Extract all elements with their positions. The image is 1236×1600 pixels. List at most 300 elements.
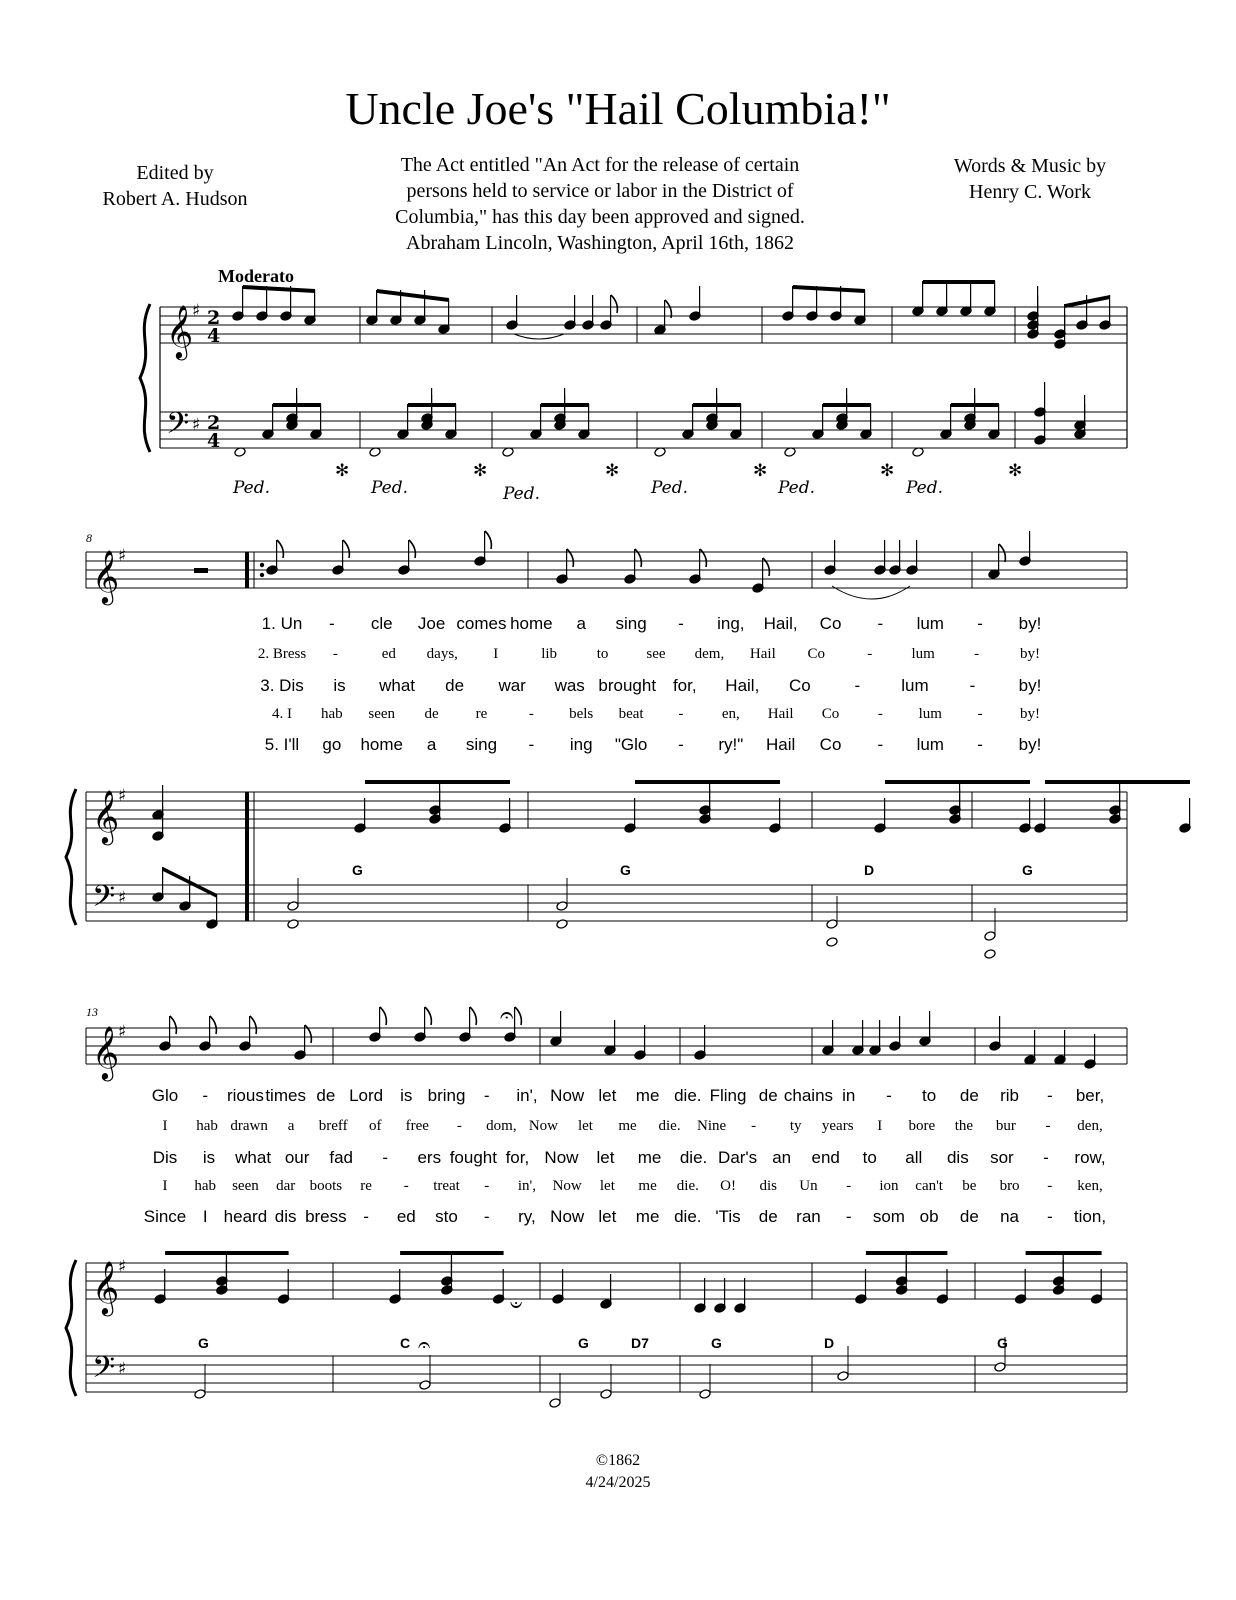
lyric-syllable: for,	[672, 676, 697, 695]
lyric-syllable: in',	[517, 1178, 537, 1194]
lyric-syllable: re	[360, 1178, 372, 1194]
flag	[665, 300, 671, 318]
lyric-syllable: Co	[819, 735, 842, 754]
chord-symbol: G	[1022, 862, 1033, 878]
note-head	[556, 901, 568, 912]
sharp-icon: ♯	[118, 786, 127, 806]
flag	[277, 540, 283, 558]
chord-symbol: D	[864, 862, 875, 878]
lyric-syllable: comes	[456, 614, 507, 633]
lyric-syllable: was	[554, 676, 585, 695]
sharp-icon: ♯	[118, 888, 127, 908]
note-head	[600, 1389, 612, 1400]
lyric-syllable: is	[333, 676, 346, 695]
lyric-syllable: Hail,	[725, 676, 760, 695]
lyric-syllable: me	[638, 1178, 657, 1194]
beam	[635, 780, 780, 784]
lyric-syllable: lum	[901, 676, 929, 695]
brace	[140, 304, 150, 452]
time-signature: 4	[207, 325, 221, 347]
lyric-syllable: let	[596, 1148, 615, 1167]
chord-symbol: C	[400, 1335, 411, 1351]
time-signature: 2	[207, 412, 221, 434]
note-head	[984, 931, 996, 942]
note-head	[287, 919, 299, 930]
pedal-down-marking: Ped.	[233, 478, 271, 498]
lyric-syllable: bore	[908, 1118, 936, 1134]
lyric-syllable: 2. Bress	[257, 646, 307, 662]
lyric-syllable: -	[678, 706, 684, 722]
lyric-syllable: Fling	[709, 1086, 747, 1105]
beam	[951, 403, 999, 407]
lyric-syllable: dis	[759, 1178, 778, 1194]
lyric-syllable: sor	[990, 1148, 1014, 1167]
flag	[409, 540, 415, 558]
lyric-syllable: is	[202, 1148, 216, 1167]
beam	[793, 285, 865, 293]
flag	[515, 1007, 521, 1025]
lyric-syllable: lib	[541, 646, 558, 662]
brace	[66, 789, 76, 925]
lyric-syllable: Hail	[766, 735, 796, 754]
lyric-syllable: -	[1046, 1086, 1053, 1105]
lyric-syllable: me	[618, 1118, 637, 1134]
lyric-syllable: a	[426, 735, 437, 754]
treble-clef-icon: 𝄞	[92, 549, 120, 603]
lyric-syllable: all	[905, 1148, 923, 1167]
lyric-syllable: end	[811, 1148, 840, 1167]
lyric-syllable: Glo	[151, 1086, 179, 1105]
lyric-syllable: -	[886, 1086, 892, 1105]
lyric-syllable: chains	[783, 1086, 834, 1105]
lyric-syllable: times	[265, 1086, 306, 1105]
flag	[470, 1007, 476, 1025]
lyric-syllable: Now	[544, 1148, 579, 1167]
lyric-syllable: I	[877, 1118, 883, 1134]
lyric-syllable: dis	[274, 1207, 297, 1226]
lyric-syllable: de	[959, 1207, 979, 1226]
note-head	[194, 1389, 206, 1400]
pedal-down-marking: Ped.	[906, 478, 944, 498]
lyric-syllable: -	[1047, 1178, 1053, 1194]
flag	[170, 1016, 176, 1034]
lyric-syllable: -	[1045, 1118, 1051, 1134]
lyric-syllable: go	[322, 735, 342, 754]
chord-symbol: G	[711, 1335, 722, 1351]
lyric-syllable: by!	[1020, 706, 1040, 722]
lyric-syllable: row,	[1074, 1148, 1106, 1167]
lyric-syllable: -	[877, 735, 884, 754]
beam	[541, 403, 589, 407]
lyric-syllable: me	[637, 1148, 662, 1167]
lyric-syllable: breff	[318, 1118, 348, 1134]
flag	[611, 295, 617, 313]
lyric-syllable: Co	[788, 676, 811, 695]
lyric-syllable: -	[528, 735, 535, 754]
flag	[250, 1016, 256, 1034]
beam	[243, 285, 315, 293]
lyric-syllable: -	[846, 1178, 852, 1194]
beam	[923, 280, 995, 284]
lyric-syllable: Joe	[417, 614, 446, 633]
beam	[693, 403, 741, 407]
beam	[823, 403, 871, 407]
chord-symbol: G	[620, 862, 631, 878]
beam	[1045, 780, 1190, 784]
beam	[408, 403, 456, 407]
lyric-syllable: die.	[676, 1178, 699, 1194]
lyric-syllable: -	[854, 676, 861, 695]
lyric-syllable: -	[877, 614, 884, 633]
lyric-syllable: Co	[819, 614, 842, 633]
lyric-syllable: I	[493, 646, 499, 662]
lyric-syllable: rib	[1000, 1086, 1020, 1105]
lyric-syllable: fad	[329, 1148, 354, 1167]
pedal-down-marking: Ped.	[778, 478, 816, 498]
lyric-syllable: Lord	[349, 1086, 384, 1105]
lyric-syllable: -	[483, 1086, 490, 1105]
lyric-syllable: let	[599, 1178, 615, 1194]
lyric-syllable: war	[498, 676, 526, 695]
lyric-syllable: home	[510, 614, 553, 633]
pedal-down-marking: Ped.	[651, 478, 689, 498]
lyric-syllable: years	[821, 1118, 854, 1134]
beam	[273, 403, 321, 407]
lyric-syllable: lum	[916, 735, 944, 754]
lyric-syllable: hab	[196, 1118, 218, 1134]
lyric-syllable: ion	[879, 1178, 899, 1194]
lyric-syllable: lum	[916, 614, 944, 633]
flag	[485, 531, 491, 549]
lyric-syllable: 4. I	[272, 706, 292, 722]
lyric-syllable: bring	[427, 1086, 466, 1105]
lyric-syllable: 1. Un	[261, 614, 303, 633]
flag	[380, 1007, 386, 1025]
lyric-syllable: Un	[799, 1178, 818, 1194]
lyric-syllable: ed	[396, 1207, 416, 1226]
editor-label: Edited by	[136, 162, 214, 184]
measure-number: 8	[86, 531, 92, 545]
note-head	[994, 1362, 1006, 1373]
note-head	[556, 919, 568, 930]
lyric-syllable: for,	[505, 1148, 530, 1167]
lyric-syllable: -	[678, 614, 684, 633]
print-date: 4/24/2025	[585, 1474, 651, 1491]
lyric-syllable: die.	[679, 1148, 708, 1167]
lyric-syllable: I	[202, 1207, 208, 1226]
lyric-syllable: 'Tis	[715, 1207, 741, 1226]
lyric-syllable: de	[316, 1086, 336, 1105]
lyric-syllable: Hail	[749, 646, 776, 662]
composer-name: Henry C. Work	[969, 181, 1091, 203]
lyric-syllable: re	[475, 706, 488, 722]
time-signature: 4	[207, 430, 221, 452]
treble-clef-icon: 𝄞	[166, 304, 194, 358]
sharp-icon: ♯	[118, 1359, 127, 1379]
lyric-syllable: sto	[435, 1207, 458, 1226]
lyric-syllable: Dar's	[718, 1148, 758, 1167]
lyric-syllable: days,	[426, 646, 458, 662]
lyric-syllable: -	[363, 1207, 369, 1226]
lyric-syllable: ing,	[717, 614, 745, 633]
lyric-syllable: -	[877, 706, 883, 722]
beam	[1065, 295, 1110, 308]
lyric-syllable: -	[977, 735, 983, 754]
lyric-syllable: Dis	[152, 1148, 178, 1167]
lyric-syllable: en,	[721, 706, 740, 722]
flag	[425, 1007, 431, 1025]
lyric-syllable: sing	[465, 735, 498, 754]
lyric-syllable: die.	[658, 1118, 681, 1134]
lyric-syllable: Now	[552, 1178, 582, 1194]
lyric-syllable: bels	[569, 706, 594, 722]
pedal-release-icon: ✻	[1008, 461, 1023, 480]
lyric-syllable: Now	[550, 1086, 585, 1105]
lyric-syllable: Since	[143, 1207, 187, 1226]
pedal-release-icon: ✻	[335, 461, 350, 480]
lyric-syllable: by!	[1018, 735, 1042, 754]
lyric-syllable: -	[845, 1207, 852, 1226]
treble-clef-icon: 𝄞	[92, 1025, 120, 1079]
lyric-syllable: heard	[223, 1207, 268, 1226]
lyric-syllable: see	[646, 646, 666, 662]
note-head	[826, 937, 838, 948]
lyric-syllable: in	[842, 1086, 856, 1105]
lyric-syllable: beat	[618, 706, 644, 722]
lyric-syllable: -	[678, 735, 684, 754]
sharp-icon: ♯	[118, 546, 127, 566]
lyric-syllable: a	[576, 614, 586, 633]
pedal-release-icon: ✻	[880, 461, 895, 480]
note-head	[984, 949, 996, 960]
lyric-syllable: let	[598, 1207, 617, 1226]
lyric-syllable: bur	[995, 1118, 1016, 1134]
lyric-syllable: be	[962, 1178, 977, 1194]
lyric-syllable: can't	[915, 1178, 943, 1194]
lyric-syllable: ran	[796, 1207, 821, 1226]
lyric-syllable: den,	[1077, 1118, 1103, 1134]
lyric-syllable: bro	[999, 1178, 1020, 1194]
lyric-syllable: -	[969, 676, 976, 695]
lyric-syllable: a	[287, 1118, 295, 1134]
lyric-syllable: -	[329, 614, 335, 633]
lyric-syllable: -	[1043, 1148, 1049, 1167]
lyric-syllable: ing	[569, 735, 593, 754]
repeat-dot	[260, 563, 264, 567]
flag	[999, 544, 1005, 562]
lyric-syllable: tion,	[1073, 1207, 1107, 1226]
lyric-syllable: Now	[528, 1118, 558, 1134]
lyric-syllable: ry,	[518, 1207, 536, 1226]
lyric-syllable: -	[977, 614, 983, 633]
lyric-syllable: -	[382, 1148, 389, 1167]
lyric-syllable: de	[758, 1086, 778, 1105]
lyric-syllable: me	[635, 1207, 660, 1226]
beam	[377, 289, 449, 302]
tie	[514, 334, 564, 339]
lyric-syllable: ry!"	[718, 735, 744, 754]
chord-symbol: D7	[631, 1335, 649, 1351]
note-head	[837, 1371, 849, 1382]
tempo-marking: Moderato	[218, 266, 294, 286]
chord-symbol: D	[824, 1335, 835, 1351]
lyric-syllable: cle	[370, 614, 393, 633]
fermata-icon: 𝄑	[510, 1293, 523, 1318]
lyric-syllable: is	[400, 1086, 413, 1105]
lyric-syllable: ers	[417, 1148, 442, 1167]
lyric-syllable: me	[635, 1086, 660, 1105]
lyric-syllable: -	[332, 646, 338, 662]
lyric-syllable: -	[528, 706, 534, 722]
lyric-syllable: fought	[449, 1148, 497, 1167]
pedal-release-icon: ✻	[605, 461, 620, 480]
brace	[66, 1260, 76, 1396]
lyric-syllable: lum	[911, 646, 935, 662]
lyric-syllable: dem,	[694, 646, 725, 662]
lyric-syllable: de	[424, 706, 439, 722]
lyric-syllable: by!	[1020, 646, 1040, 662]
lyric-syllable: rious	[226, 1086, 264, 1105]
lyric-syllable: dis	[946, 1148, 969, 1167]
lyric-syllable: Now	[550, 1207, 585, 1226]
repeat-dot	[260, 573, 264, 577]
sharp-icon: ♯	[118, 1022, 127, 1042]
lyric-syllable: de	[758, 1207, 778, 1226]
lyric-syllable: -	[867, 646, 873, 662]
note-head	[549, 1398, 561, 1409]
pedal-release-icon: ✻	[473, 461, 488, 480]
lyric-syllable: let	[598, 1086, 617, 1105]
lyric-syllable: drawn	[230, 1118, 268, 1134]
note-head	[699, 1389, 711, 1400]
sharp-icon: ♯	[118, 1257, 127, 1277]
lyric-syllable: som	[872, 1207, 905, 1226]
lyric-syllable: Hail,	[763, 614, 798, 633]
fermata-icon: 𝄐	[418, 1333, 431, 1358]
lyric-syllable: ken,	[1077, 1178, 1103, 1194]
beam	[1026, 1251, 1102, 1255]
epigraph-line: Abraham Lincoln, Washington, April 16th, 1862	[406, 232, 794, 254]
flag	[210, 1016, 216, 1034]
lyric-syllable: Nine	[696, 1118, 727, 1134]
lyric-syllable: Hail	[767, 706, 794, 722]
lyric-syllable: boots	[309, 1178, 343, 1194]
fermata-icon: 𝄐	[500, 1001, 514, 1029]
lyric-syllable: hab	[194, 1178, 217, 1194]
lyric-syllable: hab	[321, 706, 343, 722]
beam	[365, 780, 510, 784]
lyric-syllable: de	[445, 676, 465, 695]
pedal-down-marking: Ped.	[371, 478, 409, 498]
beam	[165, 1251, 289, 1255]
lyric-syllable: -	[484, 1178, 490, 1194]
lyric-syllable: O!	[720, 1178, 736, 1194]
bass-clef-icon: 𝄢	[92, 880, 116, 921]
pedal-release-icon: ✻	[753, 461, 768, 480]
treble-clef-icon: 𝄞	[92, 1260, 120, 1314]
lyric-syllable: the	[954, 1118, 974, 1134]
editor-name: Robert A. Hudson	[102, 188, 248, 210]
lyric-syllable: let	[577, 1118, 593, 1134]
beam	[885, 780, 1030, 784]
bass-clef-icon: 𝄢	[166, 407, 190, 448]
lyric-syllable: 5. I'll	[264, 735, 300, 754]
sharp-icon: ♯	[192, 301, 201, 321]
lyric-syllable: treat	[433, 1178, 460, 1194]
lyric-syllable: -	[202, 1086, 209, 1105]
pedal-down-marking: Ped.	[503, 484, 541, 504]
lyric-syllable: dom,	[486, 1118, 517, 1134]
lyric-syllable: ob	[919, 1207, 939, 1226]
lyric-syllable: home	[360, 735, 403, 754]
flag	[343, 540, 349, 558]
lyric-syllable: "Glo	[614, 735, 648, 754]
page-title: Uncle Joe's "Hail Columbia!"	[345, 83, 891, 134]
lyric-syllable: in',	[516, 1086, 538, 1105]
lyric-syllable: of	[368, 1118, 382, 1134]
lyric-syllable: seen	[368, 706, 396, 722]
note-head	[287, 901, 299, 912]
lyric-syllable: na	[1000, 1207, 1020, 1226]
lyric-syllable: an	[772, 1148, 792, 1167]
lyric-syllable: by!	[1018, 614, 1042, 633]
lyric-syllable: ber,	[1075, 1086, 1105, 1105]
lyric-syllable: to	[922, 1086, 937, 1105]
lyric-syllable: -	[977, 706, 983, 722]
lyric-syllable: 3. Dis	[260, 676, 304, 695]
lyric-syllable: -	[403, 1178, 409, 1194]
lyric-syllable: what	[379, 676, 416, 695]
whole-rest	[194, 568, 208, 573]
lyric-syllable: de	[959, 1086, 979, 1105]
composer-label: Words & Music by	[953, 155, 1107, 177]
epigraph-line: Columbia," has this day been approved and signed.	[395, 206, 805, 228]
beam	[400, 1251, 504, 1255]
beam	[866, 1251, 948, 1255]
lyric-syllable: seen	[232, 1178, 259, 1194]
epigraph-line: The Act entitled "An Act for the release of certain	[400, 154, 800, 176]
lyric-syllable: -	[1046, 1207, 1053, 1226]
lyric-syllable: sing	[615, 614, 647, 633]
lyric-syllable: dar	[276, 1178, 296, 1194]
sharp-icon: ♯	[192, 415, 201, 435]
copyright: ©1862	[595, 1452, 641, 1469]
note-head	[826, 919, 838, 930]
note-head	[419, 1380, 431, 1391]
lyric-syllable: -	[456, 1118, 462, 1134]
lyric-syllable: ty	[789, 1118, 802, 1134]
lyric-syllable: I	[162, 1178, 168, 1194]
measure-number: 13	[86, 1005, 98, 1019]
lyric-syllable: bress	[305, 1207, 347, 1226]
treble-clef-icon: 𝄞	[92, 789, 120, 843]
lyric-syllable: to	[596, 646, 609, 662]
lyric-syllable: brought	[598, 676, 657, 695]
chord-symbol: G	[198, 1335, 209, 1351]
lyric-syllable: -	[751, 1118, 757, 1134]
lyric-syllable: Co	[807, 646, 826, 662]
lyric-syllable: free	[405, 1118, 429, 1134]
chord-symbol: G	[997, 1335, 1008, 1351]
lyric-syllable: I	[162, 1118, 168, 1134]
lyric-syllable: to	[862, 1148, 877, 1167]
lyric-syllable: die.	[674, 1207, 702, 1226]
bass-clef-icon: 𝄢	[92, 1351, 116, 1392]
lyric-syllable: what	[235, 1148, 272, 1167]
epigraph-line: persons held to service or labor in the District of	[406, 180, 794, 202]
chord-symbol: G	[578, 1335, 589, 1351]
chord-symbol: G	[352, 862, 363, 878]
